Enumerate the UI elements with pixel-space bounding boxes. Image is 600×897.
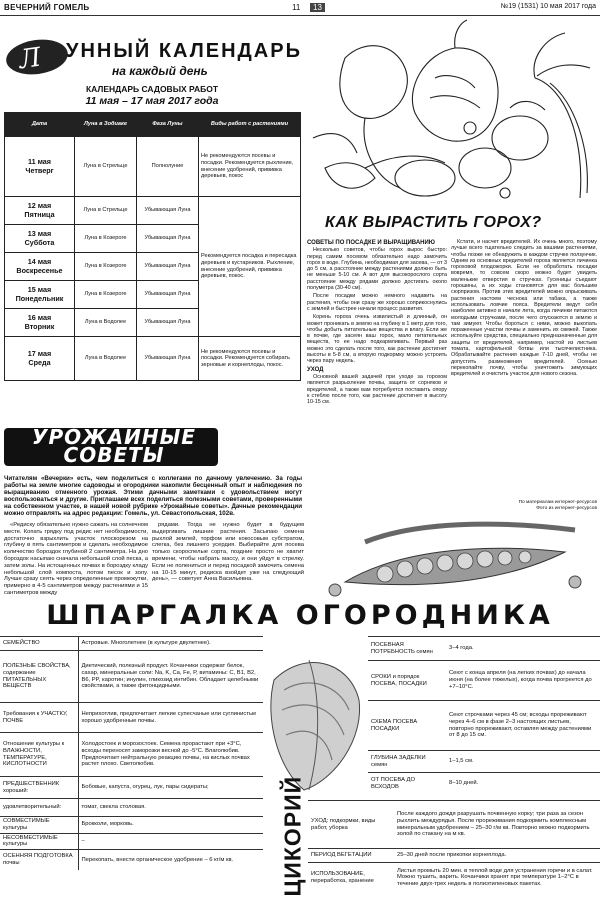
col-header: Виды работ с растениями (199, 113, 301, 137)
cheatsheet-care-table (308, 800, 600, 893)
chicory-label-text: ЦИКОРИЙ (279, 775, 306, 897)
table-row: Отношение культуры к ВЛАЖНОСТИ, ТЕМПЕРАТУРЕ, КИСЛОТНОСТИ Холодостоек и морозостоек. Семена прорастают при +3°С, всходы переносят заморозки весной до -5°С. Влаголюбив. Предпочитает нейтральную реакцию почвы, на кислых почвах растет плохо. Светолюбив. (0, 733, 263, 777)
zodiac-cell: Луна в Стрельце (75, 137, 137, 197)
table-row: ИСПОЛЬЗОВАНИЕ, переработка, хранение Листья промыть 20 мин. в теплой воде для устранения горечи и в салат. Можно тушить, варить. Кочанчики хранят при температуре 1–2°С в течение двух-трех недель в полиэтиленовых пакетах. (308, 863, 600, 893)
cheatsheet-title: ШПАРГАЛКА ОГОРОДНИКА (46, 600, 554, 631)
table-row: ОТ ПОСЕВА ДО ВСХОДОВ 8–10 дней. (368, 773, 600, 795)
date-cell: 16 мая Вторник (5, 309, 75, 337)
pea-article-title: КАК ВЫРАСТИТЬ ГОРОХ? (325, 214, 542, 231)
phase-cell: Убывающая Луна (137, 225, 199, 253)
pea-article-column-1 (307, 239, 447, 407)
vegetables-illustration (305, 18, 598, 228)
phase-cell: Убывающая Луна (137, 253, 199, 281)
work-cell: Рекомендуется посадка и пересадка деревьев и кустарников. Рыхление, внесение удобрений, прививка деревьев, покос. (199, 197, 301, 337)
table-row: ОСЕННЯЯ ПОДГОТОВКА почвы Перекопать, внести органическое удобрение – 6 кг/м кв. (0, 850, 263, 870)
page-header (0, 0, 600, 16)
calendar-section: КАЛЕНДАРЬ САДОВЫХ РАБОТ (85, 84, 219, 94)
phase-cell: Убывающая Луна (137, 309, 199, 337)
table-row: СЕМЕЙСТВО Астровые. Многолетнее (в культуре двулетнее). (0, 637, 263, 651)
advice-banner (4, 425, 218, 467)
cheatsheet-right-table (368, 636, 600, 795)
date-cell: 17 мая Среда (5, 337, 75, 381)
paragraph: Корень гороха очень извилистый и длинный, он может проникать в землю на глубину в 1 метр для того, чтобы добыть питательные вещества и влагу. Если же в почве, где засеян ваш горох, мало питательных веществ, то ее надо подкармливать. Первый раз можно это сделать после того, как растение достигнет высоты в 5-8 см, а вторую подкормку можно устроить через пару недель. (307, 314, 447, 365)
zodiac-cell: Луна в Козероге (75, 225, 137, 253)
paragraph: Кстати, и насчет вредителей. Их очень много, поэтому лучше всего тщательно следить за вашими растениями, чтобы позже не обнаружить в каждом стручке ползунчик. Одним из основных вредителей гороха является личинка гороховой плодожорки. Если не обработать посадки вовремя, то совсем скоро можно будет увидеть маленькие отверстия в стручках. Гусеницы съедают горошины, а их ходы становятся для вас большим сюрпризом. Против этих вредителей можно опрыскивать растения настоем чеснока или табака, а также использовать ловчие пояса. Вредители ведут себя наиболее активно в начале лета, когда личинки питаются молодыми стручками, после чего спускаются в землю и там зимуют. Чтобы бороться с ними, можно выкопать пораженные участки почвы и заменить их свежей. Также используйте средства, специально предназначенные для защиты от вредителей, например, настой из листьев томата, картофельной ботвы или тысячелистника. Обрабатывайте растения каждые 7-10 дней, чтобы не допустить размножения вредителей. Осенью перекопайте почву, чтобы уничтожить зимующих вредителей и очистить участок для нового сезона. (451, 239, 597, 378)
phase-cell: Убывающая Луна (137, 281, 199, 309)
cheatsheet-left-table (0, 636, 263, 870)
page-number-right: 13 (310, 3, 325, 12)
table-row: СОВМЕСТИМЫЕ культуры Брокколи, морковь. (0, 817, 263, 834)
article-credits (470, 500, 597, 511)
table-row: ГЛУБИНА ЗАДЕЛКИ семян 1–1,5 см. (368, 751, 600, 773)
date-cell: 14 мая Воскресенье (5, 253, 75, 281)
calendar-title: УННЫЙ КАЛЕНДАРЬ (66, 40, 302, 62)
table-header-row (5, 113, 301, 137)
credit-photo: Фото из интернет-ресурсов (536, 505, 597, 511)
table-row: ПОЛЕЗНЫЕ СВОЙСТВА, содержание ПИТАТЕЛЬНЫХ ВЕЩЕСТВ Диетический, полезный продукт. Кочанчики содержат белок, сахар, минеральные соли: Na, K, Ca, Fe, P, витамины: C, B1, B2, B6, PP, каротин; инулин, гликозид интибин. Обладает целебными свойствами, а также фитонцидными. (0, 651, 263, 703)
pea-pods-photo (305, 512, 598, 597)
logo-letter: Л (17, 42, 43, 76)
table-row: ПЕРИОД ВЕГЕТАЦИИ 25–30 дней после прикопки корнеплода. (308, 849, 600, 863)
table-row: СРОКИ и порядок ПОСЕВА, ПОСАДКИ Сеют с конца апреля (на легких почвах) до начала июня (на более тяжелых), когда почва прогреется до +7–10°С. (368, 661, 600, 701)
table-row: удовлетворительный: томат, свекла столовая. (0, 799, 263, 817)
paragraph: рядами. Тогда не нужно будет в будущем выдергивать лишние растения. Засыпаю семена рыхлой землей, торфом или кокосовым субстратом, слегка, без лишнего усердия. Выбирайте для посева только скороспелые сорта, поздние просто не хватит времени, чтобы набрать массу, и они уйдут в стрелку. Если не полениться и перед посадкой замочить семена на 10-15 минут, редиска взойдет уже на следующий день», — советует Анна Васильевна. (152, 522, 304, 583)
date-cell: 12 мая Пятница (5, 197, 75, 225)
page-number-left: 11 (292, 3, 301, 12)
advice-column-1 (4, 522, 148, 599)
newspaper-name: ВЕЧЕРНИЙ ГОМЕЛЬ (4, 3, 90, 12)
date-cell: 11 мая Четверг (5, 137, 75, 197)
issue-info: №19 (1531) 10 мая 2017 года (500, 3, 596, 10)
col-header: Фаза Луны (137, 113, 199, 137)
table-row: ПРЕДШЕСТВЕННИК хороший: Бобовые, капуста, огурец, лук, пары сидераты; (0, 777, 263, 799)
table-row: Требования к УЧАСТКУ, ПОЧВЕ Неприхотлив, предпочитает легкие супесчаные или суглинистые хорошо удобренные почвы. (0, 703, 263, 733)
zodiac-cell: Луна в Козероге (75, 253, 137, 281)
section-heading: УХОД (307, 366, 324, 373)
table-row: ПОСЕВНАЯ ПОТРЕБНОСТЬ семян 3–4 года. (368, 637, 600, 661)
paragraph: «Редиску обязательно нужно сажать на солнечном месте. Копать грядку под редис нет необходимости, достаточно взрыхлить участок плоскорезом на глубину в пять сантиметров и сделать необходимое количество бороздок глубиной 2 сантиметра. На дно бороздок насыпаю сначала небольшой слой песка, а затем золы. На истощенных почвах в бороздку кладу небольшой слой компоста, потом песок и золу. Лучше сразу сеять через определенные промежутки, примерно в 4-5 сантиметров между растениями и 15 сантиметров между (4, 522, 148, 596)
table-row (5, 337, 301, 381)
phase-cell: Убывающая Луна (137, 337, 199, 381)
lunar-logo (4, 36, 70, 78)
date-cell: 15 мая Понедельник (5, 281, 75, 309)
table-row: СХЕМА ПОСЕВА ПОСАДКИ Сеют строчками через 45 см; всходы прореживают через 4–6 см в фазе 2–3 настоящих листьев, повторно прореживают, оставляя между растениями от 8 до 15 см. (368, 701, 600, 751)
zodiac-cell: Луна в Водолее (75, 337, 137, 381)
chicory-label (276, 775, 310, 897)
credit-source: По материалам интернет-ресурсов (518, 500, 597, 505)
work-cell: Не рекомендуются посевы и посадки. Рекомендуется рыхление, внесение удобрений, прививка деревьев, покос (199, 137, 301, 197)
phase-cell: Убывающая Луна (137, 197, 199, 225)
zodiac-cell: Луна в Козероге (75, 281, 137, 309)
advice-banner-text: УРОЖАЙНЫЕ СОВЕТЫ (32, 425, 196, 467)
pea-article-column-2 (451, 239, 597, 380)
calendar-range: 11 мая – 17 мая 2017 года (85, 95, 219, 107)
paragraph: Несколько советов, чтобы горох вырос быстро: перед самим посевом обязательно надо замочить горох в воде. Глубина, необходимая для засева, — от 3 до 5 см, а расстояние между растениями должно быть не меньше 5-10 см. А вот для высокорослого сорта расстояние между рядами должно достигать около полуметра (30-40 см). (307, 247, 447, 292)
paragraph: Основной вашей задачей при уходе за горохом является разрыхление почвы, защита от сорняков и вредителей, а также вам потребуется поставить опору к стеблю после того, как растение достигнет в высоту 10-15 см. (307, 373, 447, 406)
work-cell: Не рекомендуются посевы и посадки. Рекомендуется собирать зерновые и корнеплоды, покос. (199, 337, 301, 381)
zodiac-cell: Луна в Водолее (75, 309, 137, 337)
section-heading: СОВЕТЫ ПО ПОСАДКЕ И ВЫРАЩИВАНИЮ (307, 240, 435, 246)
col-header: Луна в Зодиаке (75, 113, 137, 137)
table-row (5, 197, 301, 225)
zodiac-cell: Луна в Стрельце (75, 197, 137, 225)
lunar-calendar-table (4, 112, 301, 381)
table-row (5, 137, 301, 197)
phase-cell: Полнолуние (137, 137, 199, 197)
col-header: Дата (5, 113, 75, 137)
date-cell: 13 мая Суббота (5, 225, 75, 253)
table-row: НЕСОВМЕСТИМЫЕ культуры – (0, 833, 263, 850)
paragraph: После посадки можно немного надавить на растения, чтобы они сразу же хорошо соприкоснулись с землей и быстрее начали процесс развития. (307, 293, 447, 312)
advice-lead: Читателям «Вечерки» есть, чем поделиться с коллегами по дачному увлечению. За годы работы на земле многие садоводы и огородники накопили бесценный опыт и наблюдения по выращиванию отменного урожая. Этими дачными заметками с удовольствием могут воспользоваться и другие. Приглашаем всех поделиться полезными советами, проверенными на собственном участке, в нашей новой рубрике «Урожайные советы». Дачные рекомендации можно отправлять на адрес редакции: Гомель, ул. Севастопольская, 102в. (4, 475, 302, 517)
advice-column-2 (152, 522, 304, 585)
lunar-calendar-heading (4, 38, 300, 82)
calendar-subtitle: на каждый день (112, 64, 208, 78)
table-row: УХОД: подкормки, виды работ, уборка После каждого дождя разрушать почвенную корку; три раза за сезон рыхлить междурядья. После прореживания подкормить комплексным минеральным удобрением – 25–30 г/м кв. Повторно можно подкормить золой по стакану на м кв. (308, 801, 600, 849)
